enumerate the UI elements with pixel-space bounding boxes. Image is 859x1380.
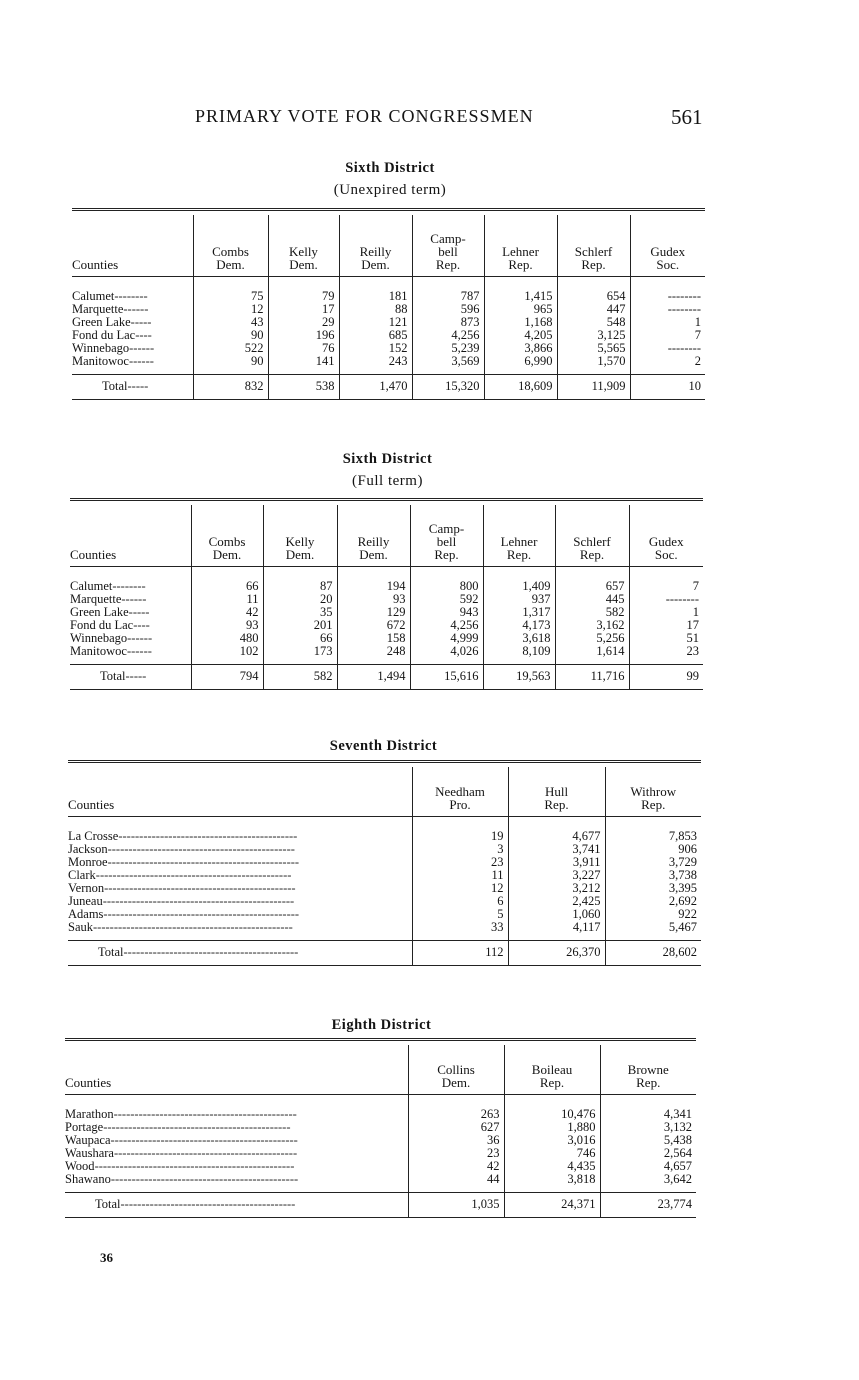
spacer — [263, 567, 337, 581]
vote-cell: 4,435 — [504, 1160, 600, 1173]
total-cell: 1,470 — [339, 375, 412, 400]
leader-dots: ------ — [126, 644, 152, 658]
vote-cell: 75 — [193, 290, 268, 303]
vote-cell: 23 — [412, 856, 508, 869]
total-cell: 18,609 — [484, 375, 557, 400]
total-cell: 99 — [629, 665, 703, 690]
county-label: Marquette — [72, 302, 124, 316]
vote-cell: 5,239 — [412, 342, 484, 355]
leader-dots: --------------------------------------------- — [107, 842, 295, 856]
vote-cell: 2,564 — [600, 1147, 696, 1160]
vote-cell: 1,415 — [484, 290, 557, 303]
vote-cell: 79 — [268, 290, 339, 303]
leader-dots: -------------------------------------------- — [113, 1107, 297, 1121]
county-label: Calumet — [70, 579, 113, 593]
vote-cell: 3,016 — [504, 1134, 600, 1147]
spacer — [410, 567, 483, 581]
vote-cell: 35 — [263, 606, 337, 619]
total-cell: 11,716 — [555, 665, 629, 690]
vote-cell: 10,476 — [504, 1108, 600, 1121]
leader-dots: ----- — [127, 379, 149, 393]
vote-cell: 1,614 — [555, 645, 629, 658]
vote-cell: 3,395 — [605, 882, 701, 895]
vote-cell: 2 — [630, 355, 705, 368]
vote-cell: 66 — [263, 632, 337, 645]
county-label: Green Lake — [72, 315, 131, 329]
column-header: Lehner Rep. — [484, 215, 557, 277]
vote-cell: 4,657 — [600, 1160, 696, 1173]
vote-cell: 36 — [408, 1134, 504, 1147]
vote-cell: 2,425 — [508, 895, 605, 908]
vote-cell: 445 — [555, 593, 629, 606]
vote-cell: 5,256 — [555, 632, 629, 645]
vote-cell: 194 — [337, 580, 410, 593]
vote-cell: 1,060 — [508, 908, 605, 921]
vote-cell: 3 — [412, 843, 508, 856]
total-row — [72, 375, 705, 400]
vote-cell: 4,173 — [483, 619, 555, 632]
vote-cell: 51 — [629, 632, 703, 645]
spacer — [193, 277, 268, 291]
vote-cell: 243 — [339, 355, 412, 368]
county-label: Fond du Lac — [70, 618, 134, 632]
vote-cell: 6 — [412, 895, 508, 908]
total-cell: 26,370 — [508, 941, 605, 966]
vote-cell: 173 — [263, 645, 337, 658]
vote-cell: 672 — [337, 619, 410, 632]
section-title-sixth-unexpired: Sixth District — [345, 160, 435, 176]
county-label: Calumet — [72, 289, 115, 303]
section-title-eighth: Eighth District — [331, 1017, 432, 1033]
vote-cell: 800 — [410, 580, 483, 593]
county-label: Marquette — [70, 592, 122, 606]
vote-cell: 1,317 — [483, 606, 555, 619]
vote-cell: 582 — [555, 606, 629, 619]
eighth-district-table — [65, 1038, 696, 1218]
leader-dots: ------------------------------------------------ — [94, 1159, 295, 1173]
total-cell: 11,909 — [557, 375, 630, 400]
vote-cell: 88 — [339, 303, 412, 316]
total-label: Total — [102, 379, 128, 393]
column-header-counties: Counties — [70, 505, 191, 567]
vote-cell: 4,026 — [410, 645, 483, 658]
spacer — [412, 817, 508, 831]
vote-cell: 19 — [412, 830, 508, 843]
vote-cell: 7 — [629, 580, 703, 593]
section-subtitle-sixth-full: (Full term) — [352, 473, 423, 489]
vote-cell: 4,256 — [410, 619, 483, 632]
vote-cell: 3,729 — [605, 856, 701, 869]
page-title: PRIMARY VOTE FOR CONGRESSMEN — [195, 106, 534, 126]
spacer — [484, 277, 557, 291]
vote-cell: 4,341 — [600, 1108, 696, 1121]
vote-cell: 29 — [268, 316, 339, 329]
spacer — [600, 1095, 696, 1109]
column-header: Camp- bell Rep. — [410, 505, 483, 567]
vote-cell: 3,738 — [605, 869, 701, 882]
total-cell: 10 — [630, 375, 705, 400]
vote-cell: 480 — [191, 632, 263, 645]
total-cell: 1,494 — [337, 665, 410, 690]
vote-cell: 548 — [557, 316, 630, 329]
seventh-district-table — [68, 760, 701, 966]
total-row — [70, 665, 703, 690]
spacer — [555, 567, 629, 581]
total-cell: 15,320 — [412, 375, 484, 400]
leader-dots: ------ — [123, 302, 149, 316]
county-label: Green Lake — [70, 605, 129, 619]
total-label: Total — [98, 945, 124, 959]
total-cell: 582 — [263, 665, 337, 690]
vote-cell: -------- — [630, 290, 705, 303]
vote-cell: 102 — [191, 645, 263, 658]
county-label: Clark — [68, 868, 96, 882]
spacer — [268, 277, 339, 291]
vote-cell: 596 — [412, 303, 484, 316]
total-cell: 794 — [191, 665, 263, 690]
table-row — [70, 645, 703, 658]
total-label: Total — [95, 1197, 121, 1211]
vote-cell: 3,212 — [508, 882, 605, 895]
vote-cell: 3,125 — [557, 329, 630, 342]
total-label-cell — [72, 375, 193, 400]
column-header-counties: Counties — [68, 767, 412, 817]
spacer — [191, 567, 263, 581]
leader-dots: ----- — [125, 669, 147, 683]
leader-dots: -------- — [112, 579, 146, 593]
total-cell: 112 — [412, 941, 508, 966]
leader-dots: ------ — [121, 592, 147, 606]
vote-cell: 6,990 — [484, 355, 557, 368]
leader-dots: ------------------------------------------------ — [93, 920, 293, 934]
spacer — [408, 1095, 504, 1109]
sixth-district-full-table — [70, 498, 703, 690]
leader-dots: ------------------------------------------- — [118, 829, 298, 843]
spacer — [72, 277, 193, 291]
column-header: Boileau Rep. — [504, 1045, 600, 1095]
spacer — [605, 817, 701, 831]
leader-dots: ------ — [127, 631, 153, 645]
county-label: Waushara — [65, 1146, 114, 1160]
county-label: Wood — [65, 1159, 95, 1173]
total-cell: 1,035 — [408, 1193, 504, 1218]
county-label: Juneau — [68, 894, 103, 908]
vote-cell: 1,880 — [504, 1121, 600, 1134]
table-row — [65, 1173, 696, 1186]
leader-dots: ----------------------------------------------- — [103, 907, 300, 921]
spacer — [508, 817, 605, 831]
column-header: Gudex Soc. — [629, 505, 703, 567]
total-row — [65, 1193, 696, 1218]
county-label: Monroe — [68, 855, 108, 869]
vote-cell: -------- — [630, 342, 705, 355]
total-cell: 24,371 — [504, 1193, 600, 1218]
vote-cell: 201 — [263, 619, 337, 632]
spacer — [412, 277, 484, 291]
spacer — [557, 277, 630, 291]
table-row — [72, 355, 705, 368]
leader-dots: -------- — [114, 289, 148, 303]
vote-cell: 7 — [630, 329, 705, 342]
vote-cell: 592 — [410, 593, 483, 606]
vote-cell: -------- — [630, 303, 705, 316]
vote-cell: 3,741 — [508, 843, 605, 856]
column-header: Schlerf Rep. — [555, 505, 629, 567]
vote-cell: 23 — [629, 645, 703, 658]
leader-dots: --------------------------------------------- — [110, 1133, 298, 1147]
vote-cell: 11 — [191, 593, 263, 606]
section-title-seventh: Seventh District — [329, 738, 438, 754]
leader-dots: ---------------------------------------------- — [104, 881, 296, 895]
spacer — [68, 817, 412, 831]
leader-dots: ---- — [135, 328, 152, 342]
leader-dots: ---------------------------------------------- — [107, 855, 300, 869]
total-cell: 538 — [268, 375, 339, 400]
total-label: Total — [100, 669, 126, 683]
county-name — [65, 1173, 408, 1186]
spacer — [483, 567, 555, 581]
vote-cell: 76 — [268, 342, 339, 355]
vote-cell: 44 — [408, 1173, 504, 1186]
county-label: Waupaca — [65, 1133, 111, 1147]
vote-cell: 90 — [193, 355, 268, 368]
county-label: Adams — [68, 907, 104, 921]
leader-dots: -------------------------------------------- — [113, 1146, 298, 1160]
county-label: Jackson — [68, 842, 108, 856]
vote-cell: -------- — [629, 593, 703, 606]
vote-cell: 43 — [193, 316, 268, 329]
vote-cell: 121 — [339, 316, 412, 329]
column-header: Kelly Dem. — [263, 505, 337, 567]
table-row — [68, 921, 701, 934]
county-label: Sauk — [68, 920, 93, 934]
leader-dots: ---- — [133, 618, 150, 632]
column-header: Browne Rep. — [600, 1045, 696, 1095]
vote-cell: 1,168 — [484, 316, 557, 329]
vote-cell: 66 — [191, 580, 263, 593]
vote-cell: 922 — [605, 908, 701, 921]
vote-cell: 654 — [557, 290, 630, 303]
vote-cell: 129 — [337, 606, 410, 619]
vote-cell: 42 — [191, 606, 263, 619]
spacer — [630, 277, 705, 291]
leader-dots: --------------------------------------------- — [110, 1172, 299, 1186]
column-header: Gudex Soc. — [630, 215, 705, 277]
column-header: Lehner Rep. — [483, 505, 555, 567]
total-label-cell — [65, 1193, 408, 1218]
county-label: Winnebago — [72, 341, 130, 355]
vote-cell: 4,117 — [508, 921, 605, 934]
spacer — [339, 277, 412, 291]
vote-cell: 943 — [410, 606, 483, 619]
section-subtitle-sixth-unexpired: (Unexpired term) — [333, 182, 447, 198]
county-label: Shawano — [65, 1172, 111, 1186]
vote-cell: 248 — [337, 645, 410, 658]
vote-cell: 685 — [339, 329, 412, 342]
vote-cell: 42 — [408, 1160, 504, 1173]
vote-cell: 87 — [263, 580, 337, 593]
vote-cell: 5,565 — [557, 342, 630, 355]
vote-cell: 3,132 — [600, 1121, 696, 1134]
column-header: Kelly Dem. — [268, 215, 339, 277]
vote-cell: 7,853 — [605, 830, 701, 843]
spacer — [629, 567, 703, 581]
vote-cell: 263 — [408, 1108, 504, 1121]
column-header: Reilly Dem. — [339, 215, 412, 277]
vote-cell: 3,911 — [508, 856, 605, 869]
vote-cell: 93 — [191, 619, 263, 632]
vote-cell: 196 — [268, 329, 339, 342]
total-label-cell — [70, 665, 191, 690]
vote-cell: 1 — [630, 316, 705, 329]
section-title-sixth-full: Sixth District — [342, 451, 433, 467]
vote-cell: 23 — [408, 1147, 504, 1160]
column-header: Reilly Dem. — [337, 505, 410, 567]
vote-cell: 12 — [193, 303, 268, 316]
vote-cell: 1,570 — [557, 355, 630, 368]
leader-dots: ----------------------------------------------- — [95, 868, 292, 882]
column-header: Withrow Rep. — [605, 767, 701, 817]
county-label: Marathon — [65, 1107, 114, 1121]
column-header: Collins Dem. — [408, 1045, 504, 1095]
total-row — [68, 941, 701, 966]
total-label-cell — [68, 941, 412, 966]
spacer — [65, 1095, 408, 1109]
total-cell: 28,602 — [605, 941, 701, 966]
county-label: Fond du Lac — [72, 328, 136, 342]
vote-cell: 3,569 — [412, 355, 484, 368]
vote-cell: 17 — [629, 619, 703, 632]
vote-cell: 2,692 — [605, 895, 701, 908]
spacer — [70, 567, 191, 581]
vote-cell: 33 — [412, 921, 508, 934]
vote-cell: 3,227 — [508, 869, 605, 882]
sixth-district-unexpired-table — [72, 208, 705, 400]
county-label: Manitowoc — [72, 354, 129, 368]
vote-cell: 937 — [483, 593, 555, 606]
vote-cell: 158 — [337, 632, 410, 645]
vote-cell: 965 — [484, 303, 557, 316]
vote-cell: 3,642 — [600, 1173, 696, 1186]
leader-dots: ----- — [130, 315, 152, 329]
vote-cell: 3,866 — [484, 342, 557, 355]
running-head — [0, 106, 859, 132]
vote-cell: 447 — [557, 303, 630, 316]
vote-cell: 20 — [263, 593, 337, 606]
vote-cell: 93 — [337, 593, 410, 606]
spacer — [337, 567, 410, 581]
vote-cell: 3,162 — [555, 619, 629, 632]
column-header: Camp- bell Rep. — [412, 215, 484, 277]
vote-cell: 12 — [412, 882, 508, 895]
total-cell: 15,616 — [410, 665, 483, 690]
vote-cell: 873 — [412, 316, 484, 329]
leader-dots: ---------------------------------------------- — [102, 894, 295, 908]
vote-cell: 906 — [605, 843, 701, 856]
total-cell: 19,563 — [483, 665, 555, 690]
vote-cell: 90 — [193, 329, 268, 342]
column-header: Combs Dem. — [193, 215, 268, 277]
vote-cell: 4,205 — [484, 329, 557, 342]
vote-cell: 522 — [193, 342, 268, 355]
vote-cell: 11 — [412, 869, 508, 882]
county-name — [70, 645, 191, 658]
signature-mark: 36 — [100, 1250, 113, 1265]
leader-dots: ------ — [129, 341, 155, 355]
vote-cell: 8,109 — [483, 645, 555, 658]
vote-cell: 657 — [555, 580, 629, 593]
vote-cell: 181 — [339, 290, 412, 303]
county-label: Portage — [65, 1120, 104, 1134]
column-header: Hull Rep. — [508, 767, 605, 817]
vote-cell: 5,438 — [600, 1134, 696, 1147]
county-name — [68, 921, 412, 934]
vote-cell: 4,256 — [412, 329, 484, 342]
spacer — [504, 1095, 600, 1109]
vote-cell: 1 — [629, 606, 703, 619]
vote-cell: 1,409 — [483, 580, 555, 593]
county-label: Winnebago — [70, 631, 128, 645]
vote-cell: 3,818 — [504, 1173, 600, 1186]
county-name — [72, 355, 193, 368]
leader-dots: ------------------------------------------ — [120, 1197, 296, 1211]
vote-cell: 4,999 — [410, 632, 483, 645]
column-header-counties: Counties — [72, 215, 193, 277]
leader-dots: ------------------------------------------ — [123, 945, 299, 959]
vote-cell: 17 — [268, 303, 339, 316]
county-label: Manitowoc — [70, 644, 127, 658]
total-cell: 832 — [193, 375, 268, 400]
column-header: Needham Pro. — [412, 767, 508, 817]
column-header: Combs Dem. — [191, 505, 263, 567]
vote-cell: 5 — [412, 908, 508, 921]
vote-cell: 627 — [408, 1121, 504, 1134]
vote-cell: 4,677 — [508, 830, 605, 843]
leader-dots: ------ — [128, 354, 154, 368]
vote-cell: 5,467 — [605, 921, 701, 934]
county-label: Vernon — [68, 881, 105, 895]
column-header: Schlerf Rep. — [557, 215, 630, 277]
column-header-counties: Counties — [65, 1045, 408, 1095]
vote-cell: 746 — [504, 1147, 600, 1160]
page-number: 561 — [671, 105, 703, 129]
vote-cell: 3,618 — [483, 632, 555, 645]
total-cell: 23,774 — [600, 1193, 696, 1218]
vote-cell: 141 — [268, 355, 339, 368]
county-label: La Crosse — [68, 829, 119, 843]
leader-dots: --------------------------------------------- — [103, 1120, 291, 1134]
leader-dots: ----- — [128, 605, 150, 619]
vote-cell: 787 — [412, 290, 484, 303]
vote-cell: 152 — [339, 342, 412, 355]
